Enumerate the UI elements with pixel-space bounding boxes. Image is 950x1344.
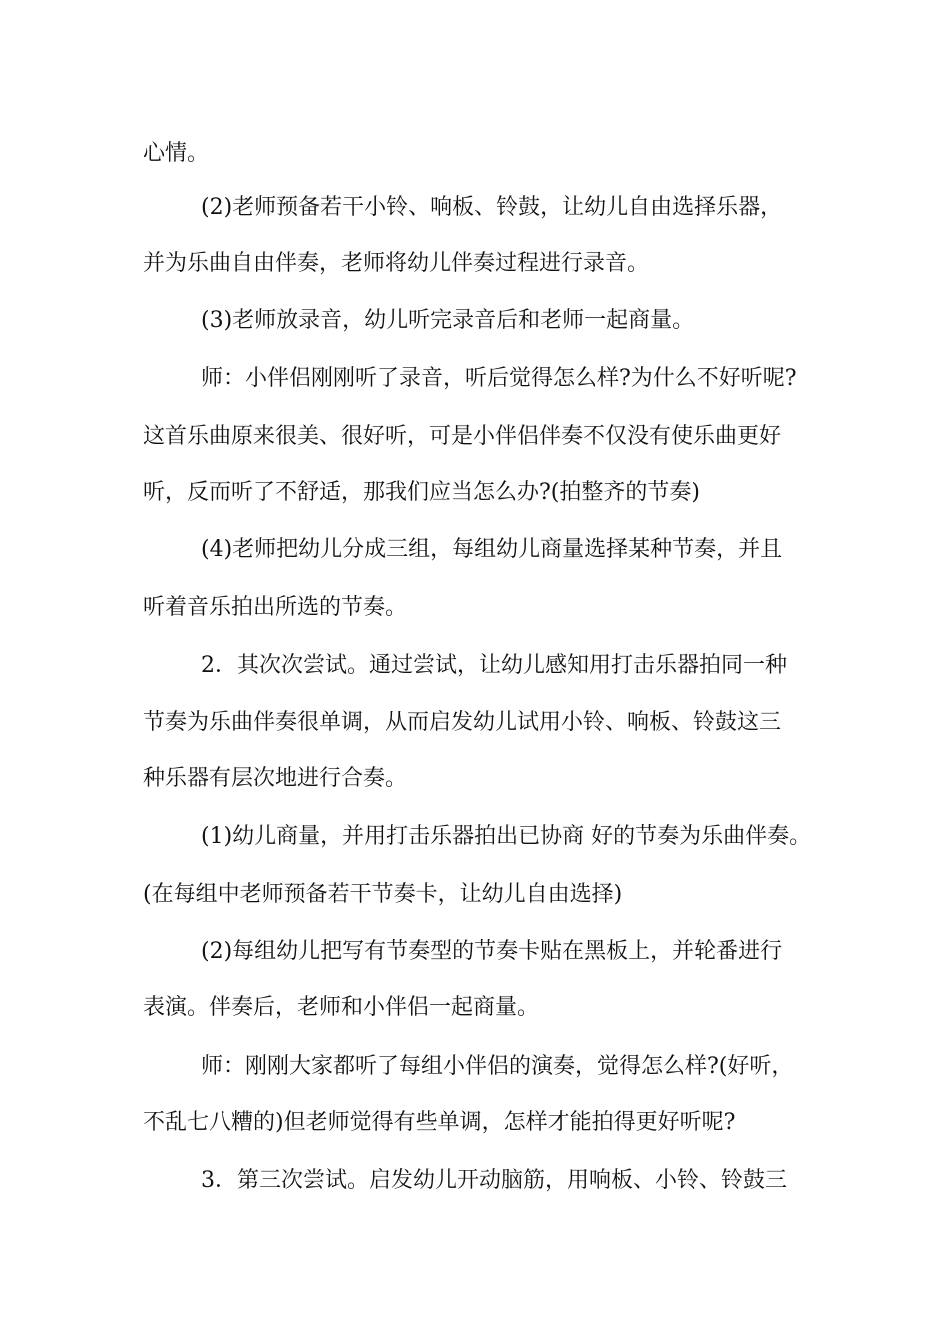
text-line: 这首乐曲原来很美、很好听，可是小伴侣伴奏不仅没有使乐曲更好 [143,424,782,449]
text-line: (2)每组幼儿把写有节奏型的节奏卡贴在黑板上，并轮番进行 [201,939,783,964]
text-line: (在每组中老师预备若干节奏卡，让幼儿自由选择) [143,882,623,907]
text-line: (2)老师预备若干小铃、响板、铃鼓，让幼儿自由选择乐器， [201,195,783,220]
text-line: 心情。 [143,141,210,166]
text-line: 3．第三次尝试。启发幼儿开动脑筋，用响板、小铃、铃鼓三 [201,1168,787,1193]
text-line: (4)老师把幼儿分成三组，每组幼儿商量选择某种节奏，并且 [201,537,783,562]
text-line: 听，反而听了不舒适，那我们应当怎么办?(拍整齐的节奏) [143,480,700,505]
text-line: 种乐器有层次地进行合奏。 [143,766,408,791]
text-line: 2．其次次尝试。通过尝试，让幼儿感知用打击乐器拍同一种 [201,653,787,678]
text-line: (3)老师放录音，幼儿听完录音后和老师一起商量。 [201,308,695,333]
text-line: 节奏为乐曲伴奏很单调，从而启发幼儿试用小铃、响板、铃鼓这三 [143,710,782,735]
text-line: (1)幼儿商量，并用打击乐器拍出已协商 好的节奏为乐曲伴奏。 [201,824,812,849]
text-line: 师：小伴侣刚刚听了录音，听后觉得怎么样?为什么不好听呢? [201,366,797,391]
text-line: 听着音乐拍出所选的节奏。 [143,595,408,620]
text-line: 不乱七八糟的)但老师觉得有些单调，怎样才能拍得更好听呢? [143,1110,736,1135]
text-line: 并为乐曲自由伴奏，老师将幼儿伴奏过程进行录音。 [143,251,650,276]
text-line: 表演。伴奏后，老师和小伴侣一起商量。 [143,995,540,1020]
text-line: 师：刚刚大家都听了每组小伴侣的演奏，觉得怎么样?(好听， [201,1054,794,1079]
